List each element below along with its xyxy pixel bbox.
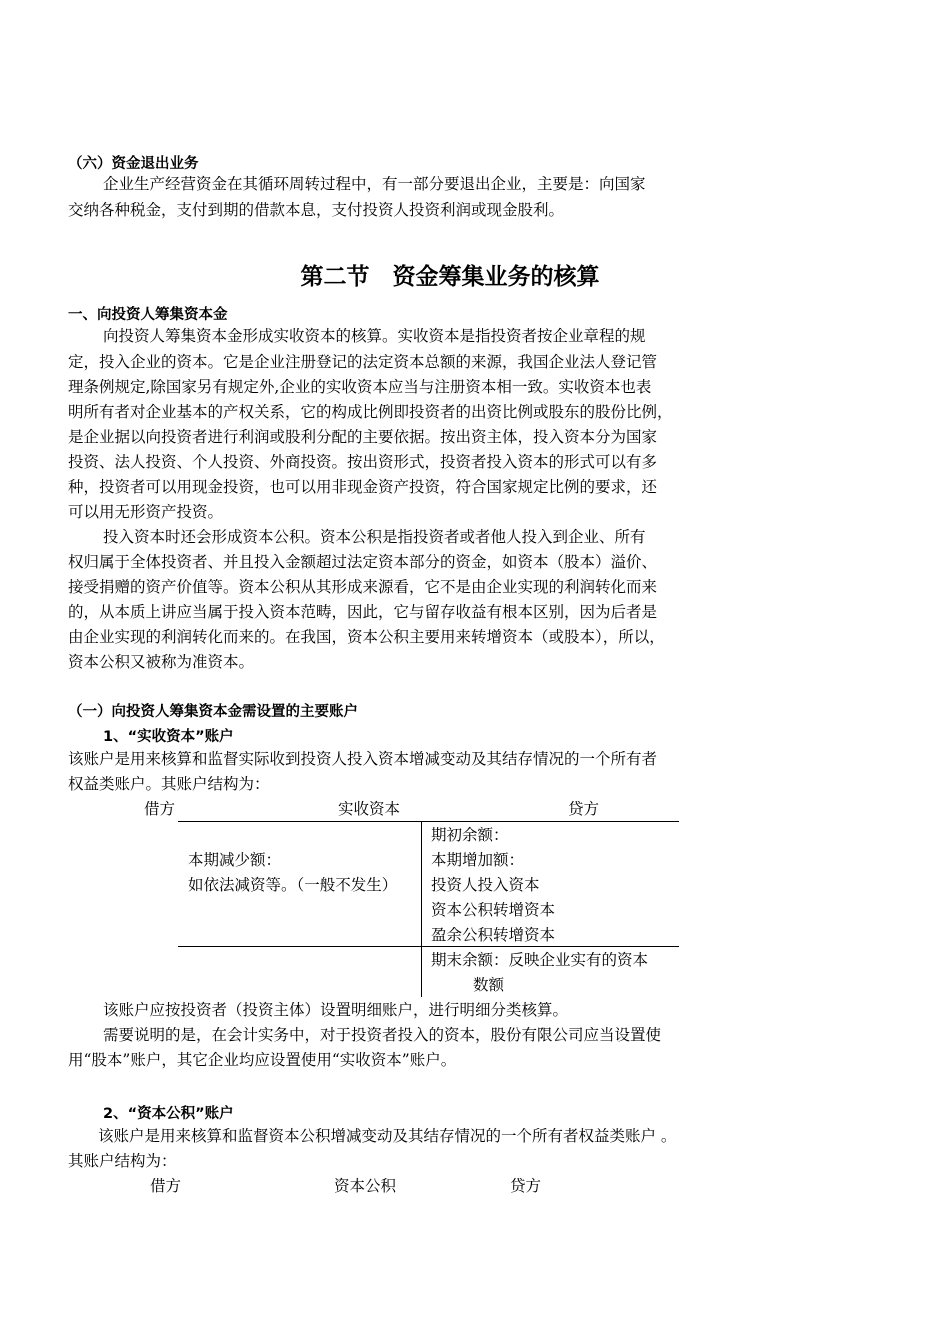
section6-line-1: 企业生产经营资金在其循环周转过程中，有一部分要退出企业，主要是：向国家 xyxy=(103,175,646,193)
part1-para1-line: 投资、法人投资、个人投资、外商投资。按出资形式，投资者投入资本的形式可以有多 xyxy=(68,453,658,471)
part1-para2-line: 接受捐赠的资产价值等。资本公积从其形成来源看，它不是由企业实现的利润转化而来 xyxy=(68,578,658,596)
chapter-title: 第二节 资金筹集业务的核算 xyxy=(300,264,600,290)
part1-para1-line: 理条例规定,除国家另有规定外,企业的实收资本应当与注册资本相一致。实收资本也表 xyxy=(68,378,652,396)
credit-label: 贷方 xyxy=(568,800,600,818)
debit-label: 借方 xyxy=(144,800,176,818)
item1-heading: 1、“实收资本”账户 xyxy=(103,729,234,745)
credit-line: 资本公积转增资本 xyxy=(431,901,556,919)
debit-line: 如依法减资等。（一般不发生） xyxy=(188,876,398,894)
part1-para2-line: 的，从本质上讲应当属于投入资本范畴，因此，它与留存收益有根本区别，因为后者是 xyxy=(68,603,658,621)
part1-para1-line: 定，投入企业的资本。它是企业注册登记的法定资本总额的来源，我国企业法人登记管 xyxy=(68,353,658,371)
debit-line: 本期减少额： xyxy=(188,851,282,869)
credit-line: 本期增加额： xyxy=(431,851,525,869)
account-name: 实收资本 xyxy=(338,800,401,818)
credit-line: 投资人投入资本 xyxy=(431,876,540,894)
section6-line-2: 交纳各种税金，支付到期的借款本息，支付投资人投资利润或现金股利。 xyxy=(68,201,565,219)
part1-para1-line: 可以用无形资产投资。 xyxy=(68,503,224,521)
balance-line: 数额 xyxy=(473,976,505,994)
credit-line: 盈余公积转增资本 xyxy=(431,926,556,944)
item2-heading: 2、“资本公积”账户 xyxy=(103,1106,234,1122)
t-account-top-rule xyxy=(178,821,679,822)
account-name: 资本公积 xyxy=(334,1177,397,1195)
item2-desc-line: 其账户结构为： xyxy=(68,1152,177,1170)
debit-label: 借方 xyxy=(150,1177,182,1195)
part1-heading: 一、向投资人筹集资本金 xyxy=(68,307,228,323)
part1-para1-line: 明所有者对企业基本的产权关系，它的构成比例即投资者的出资比例或股东的股份比例， xyxy=(68,403,673,421)
note2-line: 需要说明的是，在会计实务中，对于投资者投入的资本，股份有限公司应当设置使 xyxy=(103,1026,662,1044)
t-account-center-rule xyxy=(421,821,422,997)
section6-heading: （六）资金退出业务 xyxy=(68,156,199,172)
part1-para2-line: 权归属于全体投资者、并且投入金额超过法定资本部分的资金，如资本（股本）溢价、 xyxy=(68,553,658,571)
part1-para1-line: 种，投资者可以用现金投资，也可以用非现金资产投资，符合国家规定比例的要求，还 xyxy=(68,478,658,496)
item1-desc-line: 该账户是用来核算和监督实际收到投资人投入资本增减变动及其结存情况的一个所有者 xyxy=(68,750,658,768)
note2-line: 用“股本”账户，其它企业均应设置使用“实收资本”账户。 xyxy=(68,1051,457,1069)
part1-para1-line: 向投资人筹集资本金形成实收资本的核算。实收资本是指投资者按企业章程的规 xyxy=(103,327,646,345)
credit-label: 贷方 xyxy=(510,1177,542,1195)
note1: 该账户应按投资者（投资主体）设置明细账户，进行明细分类核算。 xyxy=(103,1001,569,1019)
item1-desc-line: 权益类账户。其账户结构为： xyxy=(68,775,270,793)
credit-line: 期初余额： xyxy=(431,826,509,844)
item2-desc-line: 该账户是用来核算和监督资本公积增减变动及其结存情况的一个所有者权益类账户 。 xyxy=(98,1127,677,1145)
part1-para2-line: 投入资本时还会形成资本公积。资本公积是指投资者或者他人投入到企业、所有 xyxy=(103,528,646,546)
balance-line: 期末余额：反映企业实有的资本 xyxy=(431,951,649,969)
part1-para2-line: 由企业实现的利润转化而来的。在我国，资本公积主要用来转增资本（或股本），所以， xyxy=(68,628,665,646)
part1-para2-line: 资本公积又被称为准资本。 xyxy=(68,653,255,671)
part1-para1-line: 是企业据以向投资者进行利润或股利分配的主要依据。按出资主体，投入资本分为国家 xyxy=(68,428,658,446)
sub1-heading: （一）向投资人筹集资本金需设置的主要账户 xyxy=(68,704,358,720)
